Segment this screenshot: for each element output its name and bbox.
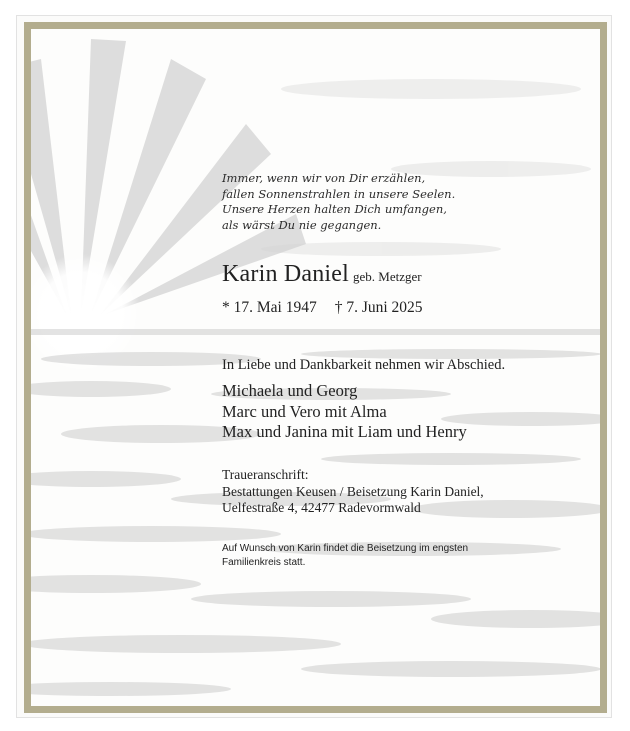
gold-frame — [24, 22, 607, 713]
obituary-content — [31, 29, 600, 706]
burial-note — [222, 542, 468, 570]
death-date: † 7. Juni 2025 — [334, 299, 423, 316]
address-line: Uelfestraße 4, 42477 Radevormwald — [222, 500, 421, 515]
deceased-name: Karin Daniel — [222, 261, 350, 287]
note-line: Auf Wunsch von Karin findet die Beisetzung im engsten — [222, 543, 469, 554]
poem-line: fallen Sonnenstrahlen in unsere Seelen. — [222, 186, 456, 201]
family-member: Marc und Vero mit Alma — [222, 401, 387, 421]
mourning-address — [222, 467, 484, 517]
family-member: Michaela und Georg — [222, 381, 358, 400]
family-member: Max und Janina mit Liam und Henry — [222, 422, 467, 441]
family-list — [222, 381, 467, 443]
poem-line: Unsere Herzen halten Dich umfangen, — [222, 202, 447, 216]
deceased-name-line — [222, 261, 422, 288]
address-line: Bestattungen Keusen / Beisetzung Karin Daniel, — [222, 483, 484, 499]
poem-line: als wärst Du nie gegangen. — [222, 217, 382, 232]
farewell-text: In Liebe und Dankbarkeit nehmen wir Abschied. — [222, 357, 506, 373]
life-dates — [222, 299, 423, 317]
poem — [222, 171, 455, 233]
birth-name: geb. Metzger — [353, 269, 422, 284]
birth-date: * 17. Mai 1947 — [222, 299, 317, 316]
address-label: Traueranschrift: — [222, 467, 309, 482]
note-line: Familienkreis statt. — [222, 557, 306, 568]
poem-line: Immer, wenn wir von Dir erzählen, — [222, 171, 426, 185]
